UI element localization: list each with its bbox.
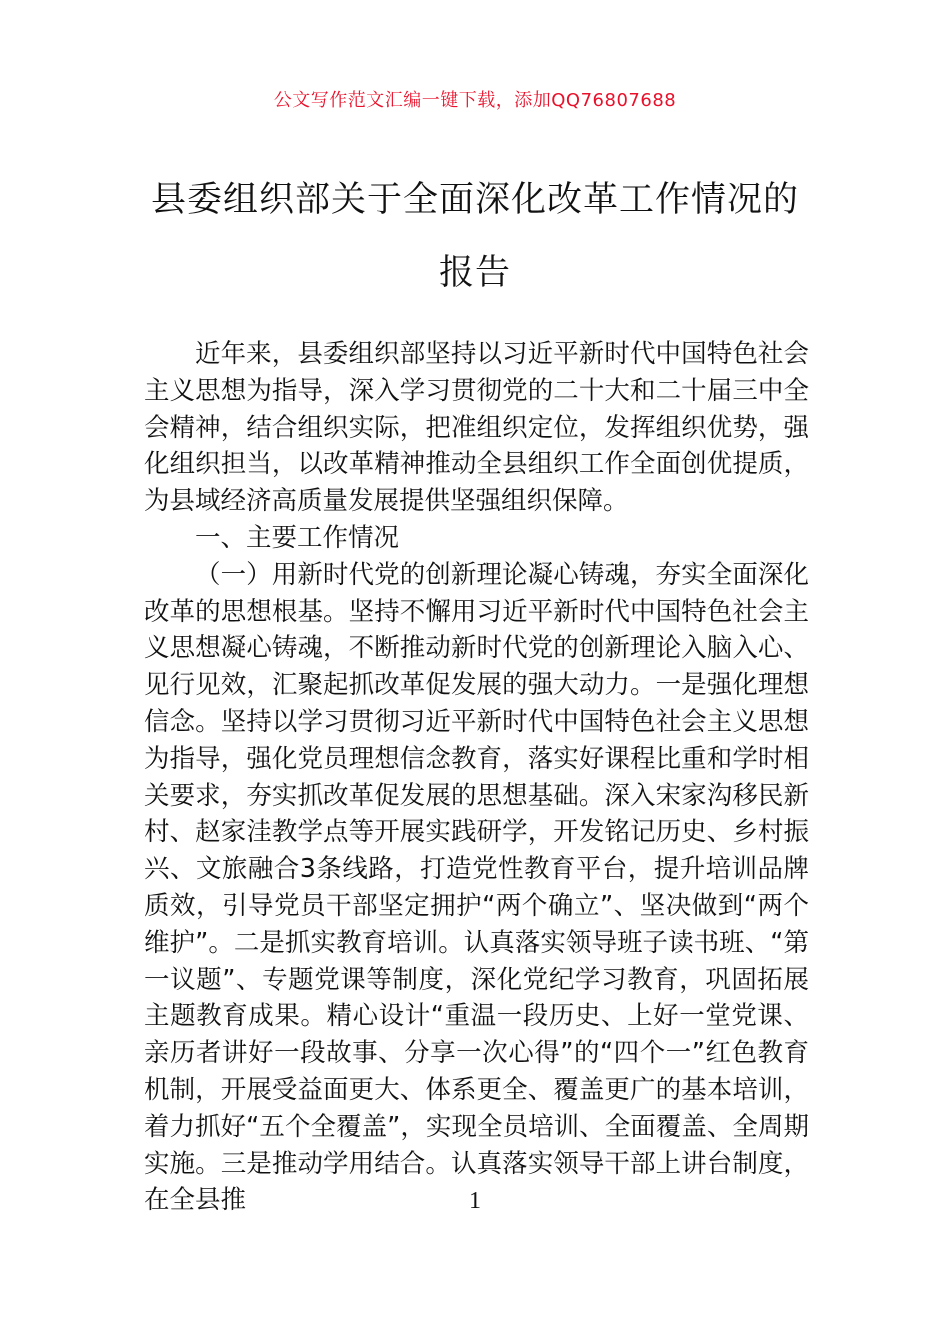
document-body [144,336,809,1219]
subsection-paragraph-1: （一）用新时代党的创新理论凝心铸魂，夯实全面深化改革的思想根基。坚持不懈用习近平新时代中国特色社会主义思想凝心铸魂，不断推动新时代党的创新理论入脑入心、见行见效，汇聚起抓改革促发展的强大动力。一是强化理想信念。坚持以学习贯彻习近平新时代中国特色社会主义思想为指导，强化党员理想信念教育，落实好课程比重和学时相关要求，夯实抓改革促发展的思想基础。深入宋家沟移民新村、赵家洼教学点等开展实践研学，开发铭记历史、乡村振兴、文旅融合3条线路，打造党性教育平台，提升培训品牌质效，引导党员干部坚定拥护“两个确立”、坚决做到“两个维护”。二是抓实教育培训。认真落实领导班子读书班、“第一议题”、专题党课等制度，深化党纪学习教育，巩固拓展主题教育成果。精心设计“重温一段历史、上好一堂党课、亲历者讲好一段故事、分享一次心得”的“四个一”红色教育机制，开展受益面更大、体系更全、覆盖更广的基本培训，着力抓好“五个全覆盖”，实现全员培训、全面覆盖、全周期实施。三是推动学用结合。认真落实领导干部上讲台制度，在全县推 [144,559,809,1216]
download-watermark: 公文写作范文汇编一键下载，添加QQ76807688 [273,90,677,111]
section-heading-main-work: 一、主要工作情况 [195,522,400,553]
intro-paragraph: 近年来，县委组织部坚持以习近平新时代中国特色社会主义思想为指导，深入学习贯彻党的二十大和二十届三中全会精神，结合组织实际，把准组织定位，发挥组织优势，强化组织担当，以改革精神推动全县组织工作全面创优提质，为县域经济高质量发展提供坚强组织保障。 [144,339,809,517]
document-title-line-2: 报告 [438,253,511,293]
document-title-line-1: 县委组织部关于全面深化改革工作情况的 [150,180,799,220]
page-number: 1 [469,1188,481,1214]
